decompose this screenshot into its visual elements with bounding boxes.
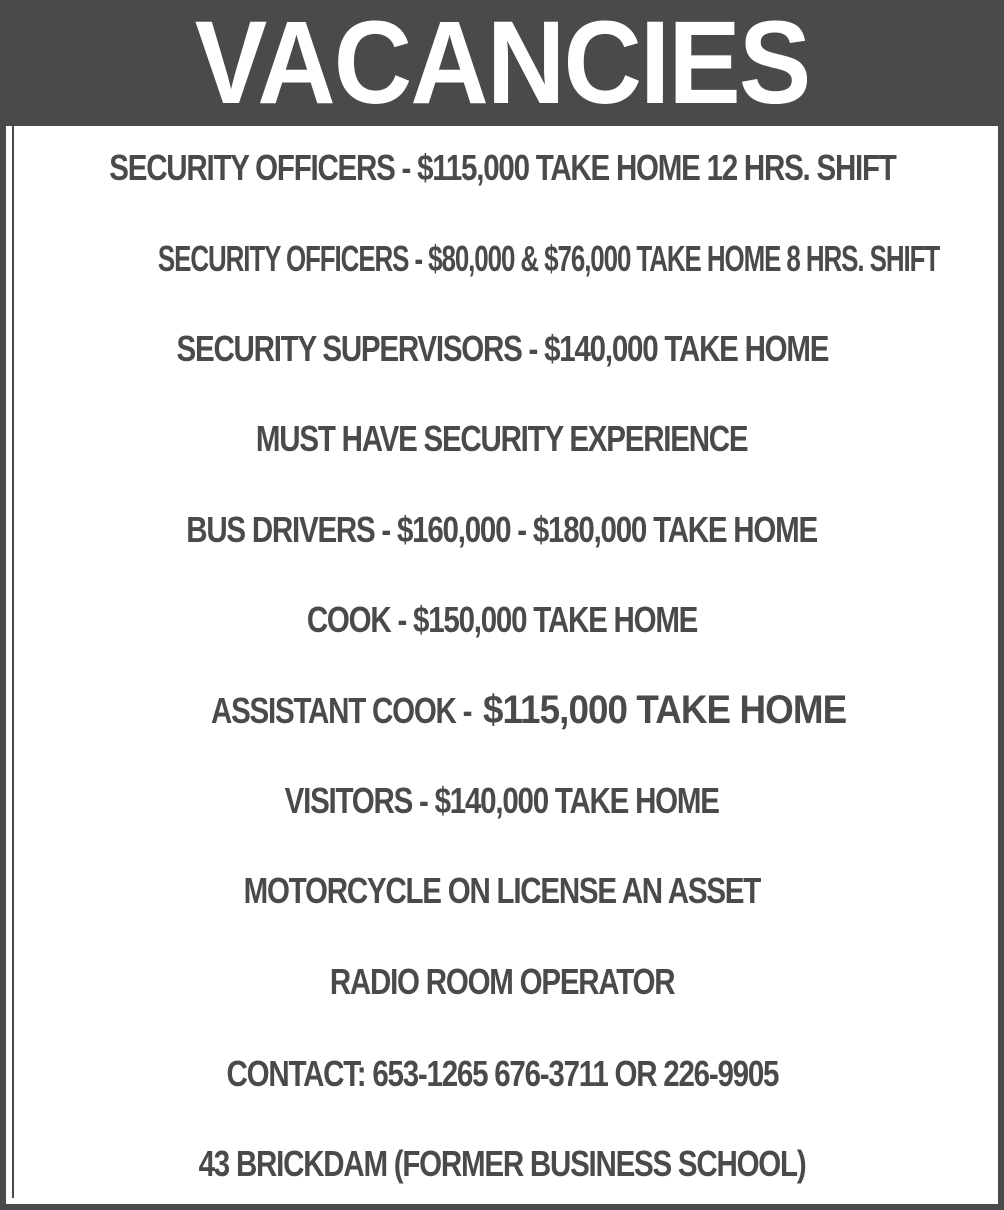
vacancy-bus-drivers: BUS DRIVERS - $160,000 - $180,000 TAKE HOME [186, 509, 818, 550]
assistant-cook-label: ASSISTANT COOK - [211, 690, 472, 731]
vacancy-list [6, 126, 998, 1204]
vacancy-visitors: VISITORS - $140,000 TAKE HOME [284, 780, 720, 821]
contact-phones: CONTACT: 653-1265 676-3711 OR 226-9905 [226, 1053, 778, 1094]
vacancy-security-supervisors: SECURITY SUPERVISORS - $140,000 TAKE HOME [176, 328, 828, 369]
vacancy-security-officers-12hr: SECURITY OFFICERS - $115,000 TAKE HOME 12 HRS. SHIFT [108, 147, 896, 188]
vacancy-radio-room-operator: RADIO ROOM OPERATOR [329, 961, 675, 1002]
vacancy-cook: COOK - $150,000 TAKE HOME [306, 599, 698, 640]
address: 43 BRICKDAM (FORMER BUSINESS SCHOOL) [198, 1143, 806, 1184]
note-motorcycle-license: MOTORCYCLE ON LICENSE AN ASSET [243, 870, 761, 911]
ad-title: VACANCIES [194, 0, 810, 129]
assistant-cook-pay: $115,000 TAKE HOME [483, 688, 847, 732]
vacancy-security-officers-8hr: SECURITY OFFICERS - $80,000 & $76,000 TAKE HOME 8 HRS. SHIFT [157, 238, 940, 279]
ad-header [0, 0, 1004, 129]
requirement-security-experience: MUST HAVE SECURITY EXPERIENCE [256, 418, 748, 459]
